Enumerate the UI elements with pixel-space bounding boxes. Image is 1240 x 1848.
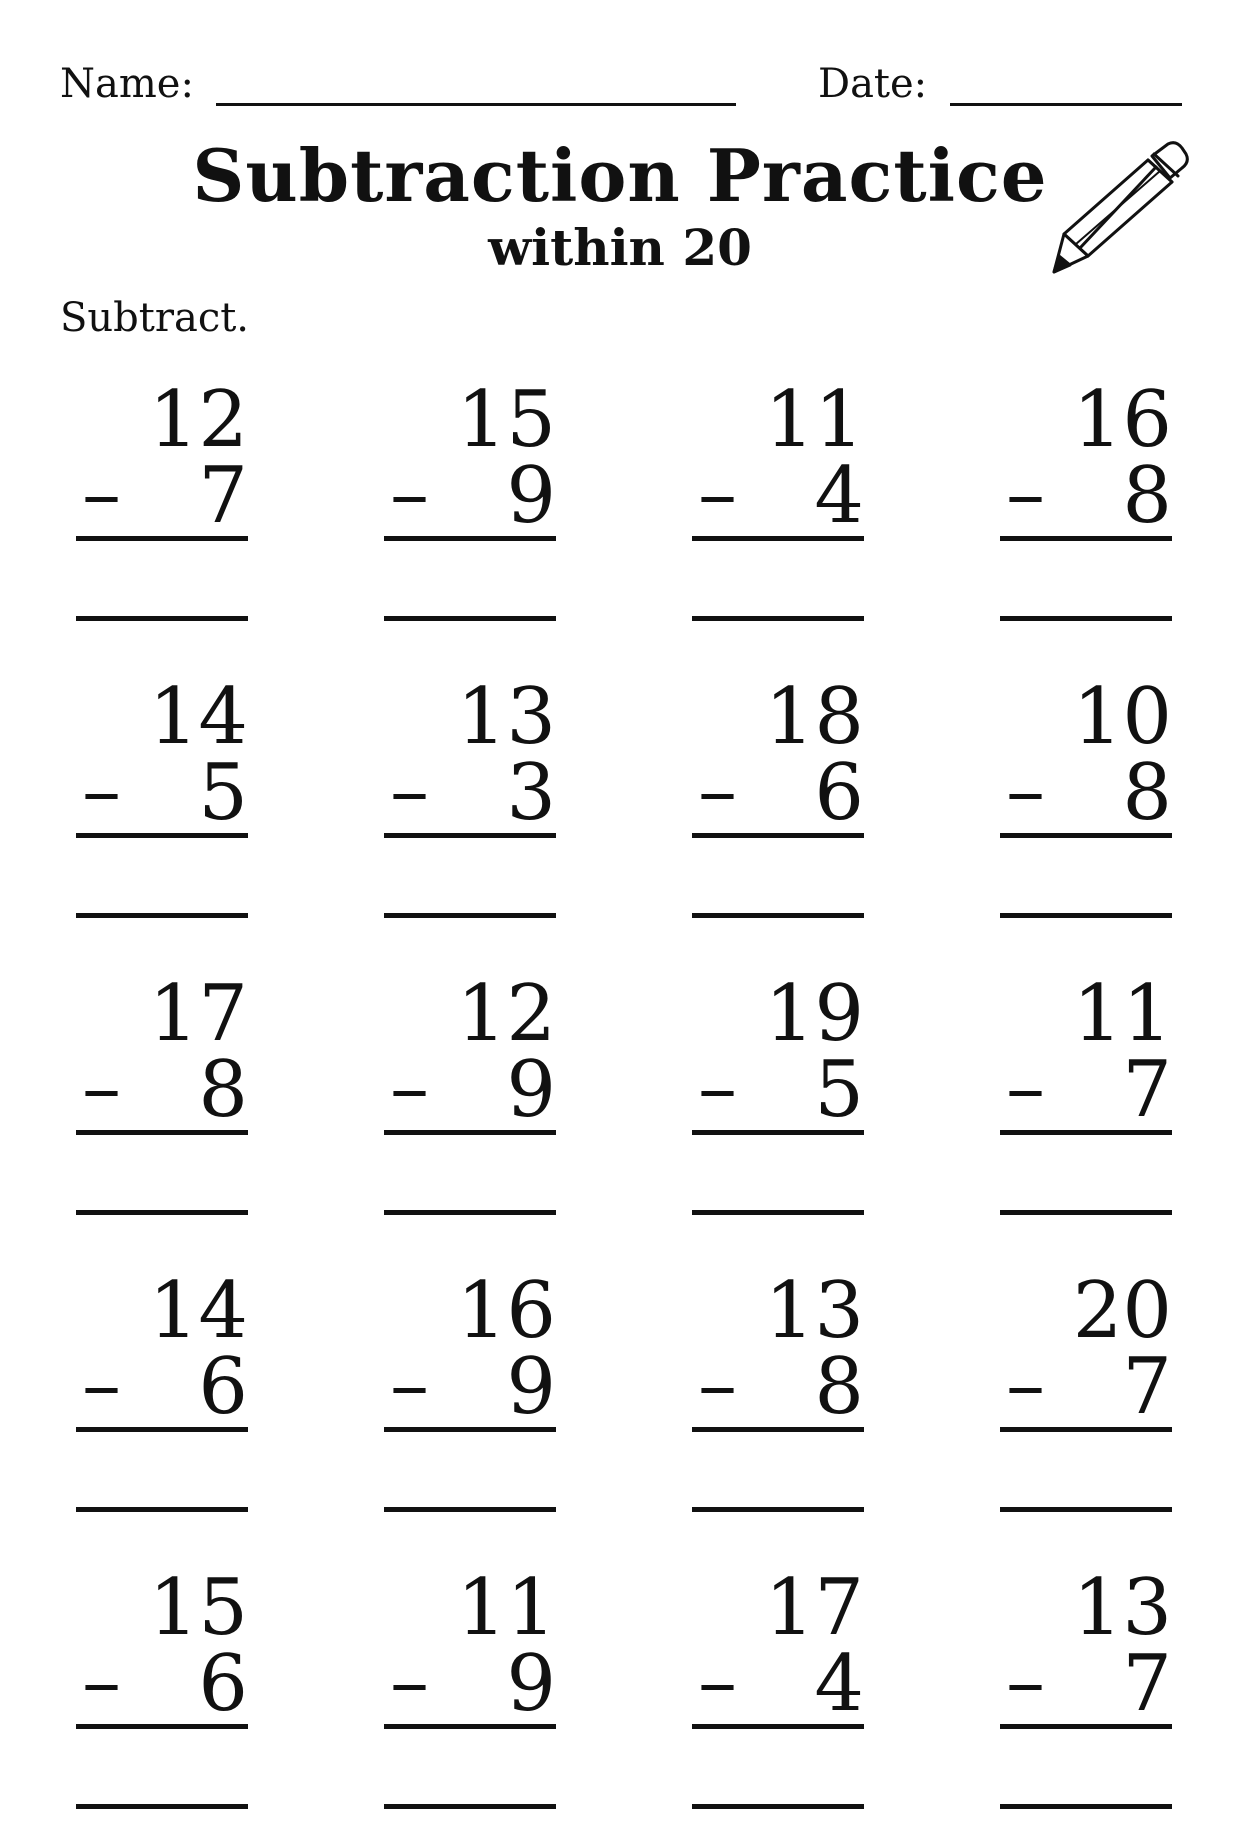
minuend: 12 [148, 375, 248, 465]
answer-blank[interactable] [692, 913, 864, 918]
problem-r1-c2 [384, 376, 556, 636]
problem-r1-c3 [692, 376, 864, 636]
answer-blank[interactable] [692, 1804, 864, 1809]
worksheet-subtitle: within 20 [488, 218, 752, 277]
sum-rule [384, 1130, 556, 1135]
date-label: Date: [818, 61, 928, 107]
answer-blank[interactable] [692, 616, 864, 621]
answer-blank[interactable] [384, 913, 556, 918]
subtrahend: 8 [1122, 748, 1172, 838]
sum-rule [76, 1427, 248, 1432]
subtrahend: 4 [814, 1639, 864, 1729]
minus-sign: – [698, 1340, 737, 1430]
problem-r5-c1 [76, 1564, 248, 1824]
minus-sign: – [1006, 1340, 1045, 1430]
sum-rule [1000, 833, 1172, 838]
minuend: 14 [148, 1266, 248, 1356]
minus-sign: – [82, 1043, 121, 1133]
minuend: 15 [456, 375, 556, 465]
subtrahend: 7 [1122, 1639, 1172, 1729]
subtrahend: 6 [198, 1639, 248, 1729]
answer-blank[interactable] [692, 1210, 864, 1215]
answer-blank[interactable] [1000, 1507, 1172, 1512]
sum-rule [76, 536, 248, 541]
minus-sign: – [390, 1340, 429, 1430]
answer-blank[interactable] [384, 616, 556, 621]
answer-blank[interactable] [76, 616, 248, 621]
minuend: 10 [1072, 672, 1172, 762]
minus-sign: – [1006, 746, 1045, 836]
answer-blank[interactable] [384, 1507, 556, 1512]
subtrahend: 9 [506, 1045, 556, 1135]
sum-rule [76, 1724, 248, 1729]
problem-r3-c3 [692, 970, 864, 1230]
subtrahend: 9 [506, 451, 556, 541]
minus-sign: – [82, 1637, 121, 1727]
subtrahend: 5 [198, 748, 248, 838]
subtrahend: 9 [506, 1342, 556, 1432]
subtrahend: 7 [198, 451, 248, 541]
minus-sign: – [82, 1340, 121, 1430]
subtrahend: 9 [506, 1639, 556, 1729]
minus-sign: – [390, 1043, 429, 1133]
minuend: 11 [1072, 969, 1172, 1059]
answer-blank[interactable] [1000, 913, 1172, 918]
subtrahend: 8 [814, 1342, 864, 1432]
sum-rule [76, 1130, 248, 1135]
minus-sign: – [698, 449, 737, 539]
sum-rule [1000, 1724, 1172, 1729]
answer-blank[interactable] [384, 1804, 556, 1809]
worksheet-title: Subtraction Practice [192, 133, 1048, 218]
instructions-text: Subtract. [60, 295, 250, 341]
problem-r4-c1 [76, 1267, 248, 1527]
minuend: 12 [456, 969, 556, 1059]
problem-r4-c4 [1000, 1267, 1172, 1527]
problem-r5-c4 [1000, 1564, 1172, 1824]
answer-blank[interactable] [76, 1210, 248, 1215]
minus-sign: – [82, 449, 121, 539]
minuend: 11 [764, 375, 864, 465]
minuend: 17 [764, 1563, 864, 1653]
problem-r3-c2 [384, 970, 556, 1230]
minuend: 14 [148, 672, 248, 762]
minuend: 16 [1072, 375, 1172, 465]
sum-rule [76, 833, 248, 838]
minuend: 13 [764, 1266, 864, 1356]
sum-rule [384, 536, 556, 541]
subtrahend: 6 [814, 748, 864, 838]
minuend: 11 [456, 1563, 556, 1653]
sum-rule [1000, 1130, 1172, 1135]
minus-sign: – [82, 746, 121, 836]
answer-blank[interactable] [76, 1507, 248, 1512]
sum-rule [692, 1130, 864, 1135]
problem-r1-c1 [76, 376, 248, 636]
problem-r4-c3 [692, 1267, 864, 1527]
problem-r3-c4 [1000, 970, 1172, 1230]
minus-sign: – [698, 1637, 737, 1727]
minuend: 19 [764, 969, 864, 1059]
answer-blank[interactable] [384, 1210, 556, 1215]
minus-sign: – [1006, 1043, 1045, 1133]
answer-blank[interactable] [76, 913, 248, 918]
problem-r4-c2 [384, 1267, 556, 1527]
subtrahend: 8 [198, 1045, 248, 1135]
name-label: Name: [60, 61, 194, 107]
sum-rule [384, 1724, 556, 1729]
problem-r5-c3 [692, 1564, 864, 1824]
minus-sign: – [698, 1043, 737, 1133]
minus-sign: – [390, 746, 429, 836]
minus-sign: – [698, 746, 737, 836]
problem-r5-c2 [384, 1564, 556, 1824]
problem-r2-c1 [76, 673, 248, 933]
minuend: 13 [456, 672, 556, 762]
minus-sign: – [390, 449, 429, 539]
sum-rule [384, 833, 556, 838]
sum-rule [692, 833, 864, 838]
minuend: 18 [764, 672, 864, 762]
problem-r3-c1 [76, 970, 248, 1230]
answer-blank[interactable] [1000, 1210, 1172, 1215]
answer-blank[interactable] [692, 1507, 864, 1512]
sum-rule [692, 1427, 864, 1432]
problem-r2-c2 [384, 673, 556, 933]
problem-r2-c4 [1000, 673, 1172, 933]
sum-rule [1000, 1427, 1172, 1432]
sum-rule [692, 1724, 864, 1729]
problem-r1-c4 [1000, 376, 1172, 636]
sum-rule [384, 1427, 556, 1432]
answer-blank[interactable] [1000, 1804, 1172, 1809]
subtrahend: 6 [198, 1342, 248, 1432]
answer-blank[interactable] [1000, 616, 1172, 621]
sum-rule [1000, 536, 1172, 541]
subtrahend: 4 [814, 451, 864, 541]
subtrahend: 5 [814, 1045, 864, 1135]
minus-sign: – [1006, 449, 1045, 539]
answer-blank[interactable] [76, 1804, 248, 1809]
subtrahend: 8 [1122, 451, 1172, 541]
minuend: 17 [148, 969, 248, 1059]
subtrahend: 7 [1122, 1342, 1172, 1432]
minuend: 15 [148, 1563, 248, 1653]
sum-rule [692, 536, 864, 541]
subtrahend: 3 [506, 748, 556, 838]
minus-sign: – [390, 1637, 429, 1727]
problem-r2-c3 [692, 673, 864, 933]
subtrahend: 7 [1122, 1045, 1172, 1135]
minuend: 13 [1072, 1563, 1172, 1653]
minus-sign: – [1006, 1637, 1045, 1727]
minuend: 20 [1072, 1266, 1172, 1356]
minuend: 16 [456, 1266, 556, 1356]
